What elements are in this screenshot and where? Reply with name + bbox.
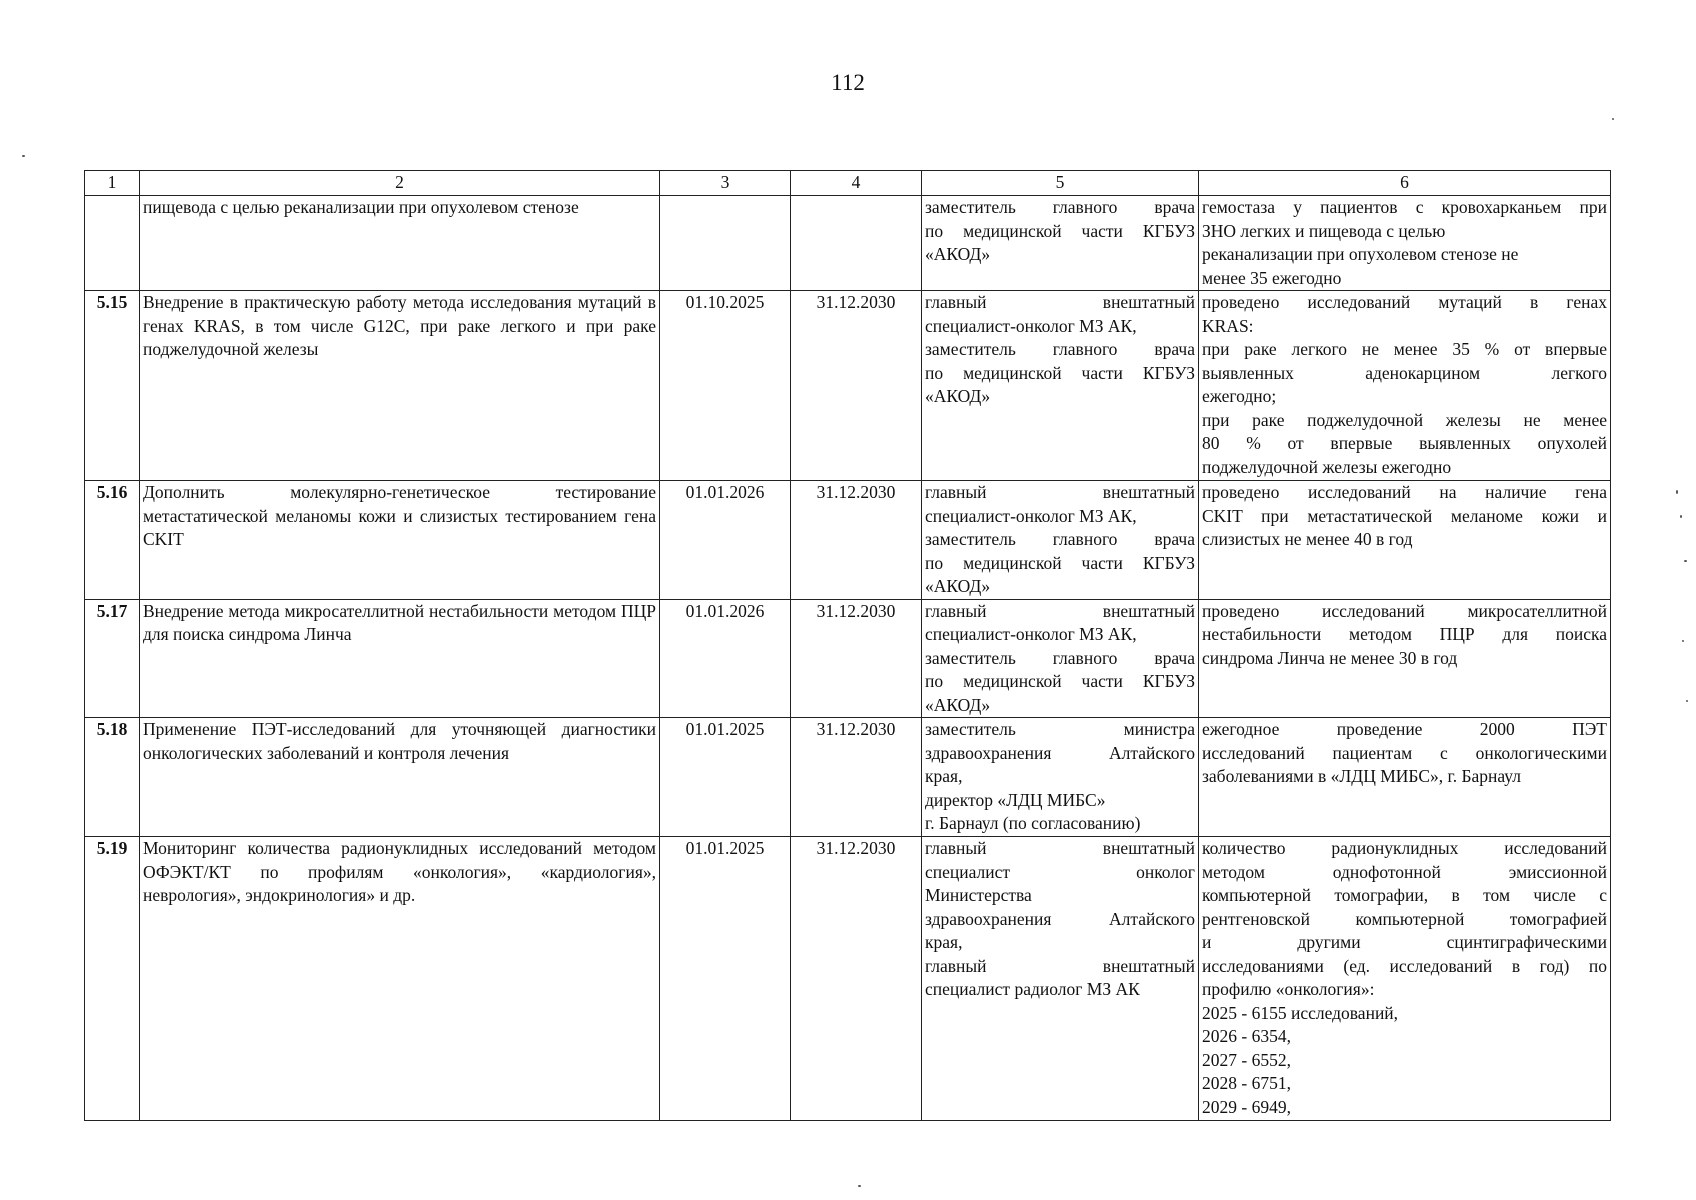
responsible-line: края, (925, 766, 963, 786)
responsible-line: по медицинской части КГБУЗ (925, 552, 1195, 573)
scan-speck (22, 155, 25, 157)
scan-speck (1612, 118, 1614, 120)
result-line: профилю «онкология»: (1202, 979, 1375, 999)
result-line: ЗНО легких и пищевода с целью (1202, 220, 1446, 241)
responsible-line: главный внештатный (925, 600, 1195, 621)
result-line: менее 35 ежегодно (1202, 267, 1342, 288)
responsible-line: главный внештатный (925, 955, 1195, 976)
table-row (85, 481, 1611, 600)
result-line: 2028 - 6751, (1202, 1073, 1291, 1093)
result-line: KRAS: (1202, 315, 1254, 336)
row-number-cell: 5.18 (85, 718, 140, 837)
scan-speck (858, 1185, 861, 1187)
responsible-line: специалист-онколог МЗ АК, (925, 505, 1137, 526)
result-line: рентгеновской компьютерной томографией (1202, 908, 1607, 929)
responsible-line: заместитель главного врача (925, 339, 1195, 359)
responsible-cell (922, 481, 1199, 600)
end-date-cell: 31.12.2030 (791, 718, 922, 837)
responsible-cell (922, 718, 1199, 837)
result-line: при раке легкого не менее 35 % от впервые (1202, 339, 1607, 359)
column-header: 6 (1199, 171, 1611, 196)
responsible-line: г. Барнаул (по согласованию) (925, 813, 1141, 833)
result-cell (1199, 599, 1611, 718)
table-body (85, 196, 1611, 1121)
responsible-line: главный внештатный (925, 292, 1195, 312)
scan-speck (1686, 700, 1688, 702)
result-line: 2026 - 6354, (1202, 1026, 1291, 1046)
end-date-cell (791, 196, 922, 291)
start-date-cell: 01.01.2025 (660, 837, 791, 1121)
table-row (85, 291, 1611, 481)
responsible-cell (922, 291, 1199, 481)
scan-speck (1684, 560, 1687, 562)
result-line: проведено исследований на наличие гена (1202, 482, 1607, 502)
column-header: 2 (140, 171, 660, 196)
table-row (85, 599, 1611, 718)
end-date-cell: 31.12.2030 (791, 837, 922, 1121)
result-line: реканализации при опухолевом стенозе не (1202, 244, 1519, 264)
responsible-line: заместитель главного врача (925, 529, 1195, 549)
result-cell (1199, 481, 1611, 600)
result-line: проведено исследований микросателлитной (1202, 600, 1607, 621)
responsible-cell (922, 196, 1199, 291)
responsible-line: по медицинской части КГБУЗ (925, 220, 1195, 241)
responsible-line: заместитель главного врача (925, 197, 1195, 217)
result-cell (1199, 718, 1611, 837)
column-header: 3 (660, 171, 791, 196)
row-number-cell: 5.16 (85, 481, 140, 600)
scan-speck (1680, 515, 1682, 518)
result-line: синдрома Линча не менее 30 в год (1202, 647, 1458, 668)
result-line: нестабильности методом ПЦР для поиска (1202, 624, 1607, 644)
result-cell (1199, 196, 1611, 291)
scan-speck (1676, 490, 1678, 494)
responsible-line: здравоохранения Алтайского (925, 908, 1195, 929)
event-cell: пищевода с целью реканализации при опухолевом стенозе (140, 196, 660, 291)
start-date-cell: 01.10.2025 (660, 291, 791, 481)
responsible-line: специалист-онколог МЗ АК, (925, 624, 1137, 644)
row-number-cell: 5.19 (85, 837, 140, 1121)
responsible-line: Министерства (925, 885, 1032, 905)
responsible-line: заместитель главного врача (925, 647, 1195, 668)
result-line: 2027 - 6552, (1202, 1049, 1291, 1070)
responsible-line: заместитель министра (925, 719, 1195, 739)
measures-table (84, 170, 1611, 1121)
event-cell: Мониторинг количества радионуклидных исследований методом ОФЭКТ/КТ по профилям «онкология», «кардиология», неврология», эндокринология» и др. (140, 837, 660, 1121)
start-date-cell: 01.01.2025 (660, 718, 791, 837)
result-line: выявленных аденокарцином легкого (1202, 362, 1607, 383)
responsible-line: «АКОД» (925, 576, 991, 596)
row-number-cell (85, 196, 140, 291)
result-line: исследований пациентам с онкологическими (1202, 742, 1607, 763)
result-line: ежегодное проведение 2000 ПЭТ (1202, 719, 1607, 739)
responsible-cell (922, 837, 1199, 1121)
end-date-cell: 31.12.2030 (791, 599, 922, 718)
result-line: и другими сцинтиграфическими (1202, 932, 1607, 952)
responsible-line: по медицинской части КГБУЗ (925, 362, 1195, 383)
responsible-line: края, (925, 932, 963, 952)
result-line: слизистых не менее 40 в год (1202, 529, 1413, 549)
result-line: ежегодно; (1202, 386, 1277, 406)
result-line: заболеваниями в «ЛДЦ МИБС», г. Барнаул (1202, 766, 1521, 786)
result-line: CKIT при метастатической меланоме кожи и (1202, 505, 1607, 526)
responsible-line: главный внештатный (925, 838, 1195, 858)
end-date-cell: 31.12.2030 (791, 291, 922, 481)
start-date-cell: 01.01.2026 (660, 481, 791, 600)
column-header: 1 (85, 171, 140, 196)
column-header: 5 (922, 171, 1199, 196)
responsible-line: «АКОД» (925, 386, 991, 406)
result-line: 2029 - 6949, (1202, 1096, 1291, 1117)
page-number: 112 (831, 70, 865, 95)
table-row (85, 718, 1611, 837)
event-cell: Дополнить молекулярно-генетическое тестирование метастатической меланомы кожи и слизистых тестированием гена CKIT (140, 481, 660, 600)
end-date-cell: 31.12.2030 (791, 481, 922, 600)
result-line: количество радионуклидных исследований (1202, 838, 1607, 858)
responsible-line: специалист радиолог МЗ АК (925, 979, 1140, 999)
result-cell (1199, 837, 1611, 1121)
responsible-line: «АКОД» (925, 694, 991, 715)
result-line: поджелудочной железы ежегодно (1202, 456, 1452, 477)
responsible-line: главный внештатный (925, 482, 1195, 502)
event-cell: Применение ПЭТ-исследований для уточняющей диагностики онкологических заболеваний и контроля лечения (140, 718, 660, 837)
responsible-line: по медицинской части КГБУЗ (925, 671, 1195, 691)
responsible-line: здравоохранения Алтайского (925, 742, 1195, 763)
table-row (85, 196, 1611, 291)
table-header-row (85, 171, 1611, 196)
result-cell (1199, 291, 1611, 481)
start-date-cell (660, 196, 791, 291)
result-line: при раке поджелудочной железы не менее (1202, 409, 1607, 430)
responsible-line: «АКОД» (925, 244, 991, 264)
responsible-line: директор «ЛДЦ МИБС» (925, 789, 1106, 810)
scan-speck (1682, 640, 1684, 642)
result-line: 80 % от впервые выявленных опухолей (1202, 433, 1607, 453)
column-header: 4 (791, 171, 922, 196)
responsible-line: специалист-онколог МЗ АК, (925, 315, 1137, 336)
result-line: исследованиями (ед. исследований в год) по (1202, 955, 1607, 976)
start-date-cell: 01.01.2026 (660, 599, 791, 718)
event-cell: Внедрение метода микросателлитной нестабильности методом ПЦР для поиска синдрома Линча (140, 599, 660, 718)
row-number-cell: 5.17 (85, 599, 140, 718)
event-cell: Внедрение в практическую работу метода исследования мутаций в генах KRAS, в том числе G12C, при раке легкого и при раке поджелудочной железы (140, 291, 660, 481)
result-line: методом однофотонной эмиссионной (1202, 861, 1607, 882)
result-line: 2025 - 6155 исследований, (1202, 1002, 1399, 1023)
result-line: проведено исследований мутаций в генах (1202, 292, 1607, 312)
responsible-cell (922, 599, 1199, 718)
result-line: компьютерной томографии, в том числе с (1202, 885, 1607, 905)
responsible-line: специалист онколог (925, 861, 1195, 882)
table-row (85, 837, 1611, 1121)
result-line: гемостаза у пациентов с кровохарканьем при (1202, 197, 1607, 217)
row-number-cell: 5.15 (85, 291, 140, 481)
